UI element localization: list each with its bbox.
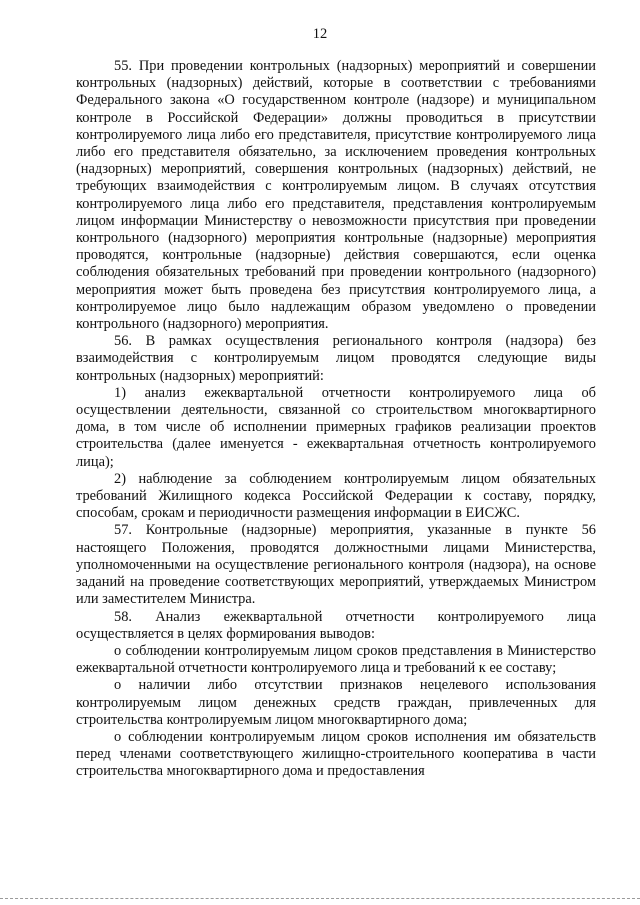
list-item-56-2: 2) наблюдение за соблюдением контролируемым лицом обязательных требований Жилищного кодекса Российской Федерации к составу, порядку, способам, срокам и периодичности размещения информации в ЕИСЖС.	[76, 470, 596, 522]
list-item-58-2: о наличии либо отсутствии признаков нецелевого использования контролируемым лицом денежных средств граждан, привлеченных для строительства контролируемым лицом многоквартирного дома;	[76, 677, 596, 728]
list-item-58-3: о соблюдении контролируемым лицом сроков исполнения им обязательств перед членами соответствующего жилищно-строительного кооператива в части строительства многоквартирного дома и предоставления	[76, 728, 596, 780]
paragraph-55: 55. При проведении контрольных (надзорных) мероприятий и совершении контрольных (надзорных) действий, которые в соответствии с требованиями Федерального закона «О государственном контроле (надзоре) и муниципальном контроле в Российской Федерации» должны проводиться в присутствии контролируемого лица либо его представителя, присутствие контролируемого лица либо его представителя обязательно, за исключением проведения контрольных (надзорных) мероприятий, совершения контрольных (надзорных) действий, не требующих взаимодействия с контролируемым лицом. В случаях отсутствия контролируемого лица либо его представителя, представления контролируемым лицом информации Министерству о невозможности присутствия при проведении контрольного (надзорного) мероприятия контрольные (надзорные) мероприятия проводятся, контрольные (надзорные) действия совершаются, если оценка соблюдения обязательных требований при проведении контрольного (надзорного) мероприятия может быть проведена без присутствия контролируемого лица, а контролируемое лицо было надлежащим образом уведомлено о проведении контрольного (надзорного) мероприятия.	[76, 58, 596, 333]
paragraph-58: 58. Анализ ежеквартальной отчетности контролируемого лица осуществляется в целях формирования выводов:	[76, 608, 596, 642]
page-bottom-divider	[0, 898, 640, 899]
document-body	[76, 58, 596, 781]
paragraph-56: 56. В рамках осуществления регионального контроля (надзора) без взаимодействия с контролируемым лицом проводятся следующие виды контрольных (надзорных) мероприятий:	[76, 333, 596, 384]
list-item-56-1: 1) анализ ежеквартальной отчетности контролируемого лица об осуществлении деятельности, связанной со строительством многоквартирного дома, в том числе об исполнении примерных графиков реализации проектов строительства (далее именуется - ежеквартальная отчетность контролируемого лица);	[76, 384, 596, 470]
page-number: 12	[312, 26, 328, 42]
paragraph-57: 57. Контрольные (надзорные) мероприятия, указанные в пункте 56 настоящего Положения, проводятся должностными лицами Министерства, уполномоченными на осуществление регионального контроля (надзора), на основе заданий на проведение соответствующих мероприятий, утверждаемых Министром или заместителем Министра.	[76, 522, 596, 608]
list-item-58-1: о соблюдении контролируемым лицом сроков представления в Министерство ежеквартальной отчетности контролируемого лица и требований к ее составу;	[76, 642, 596, 677]
